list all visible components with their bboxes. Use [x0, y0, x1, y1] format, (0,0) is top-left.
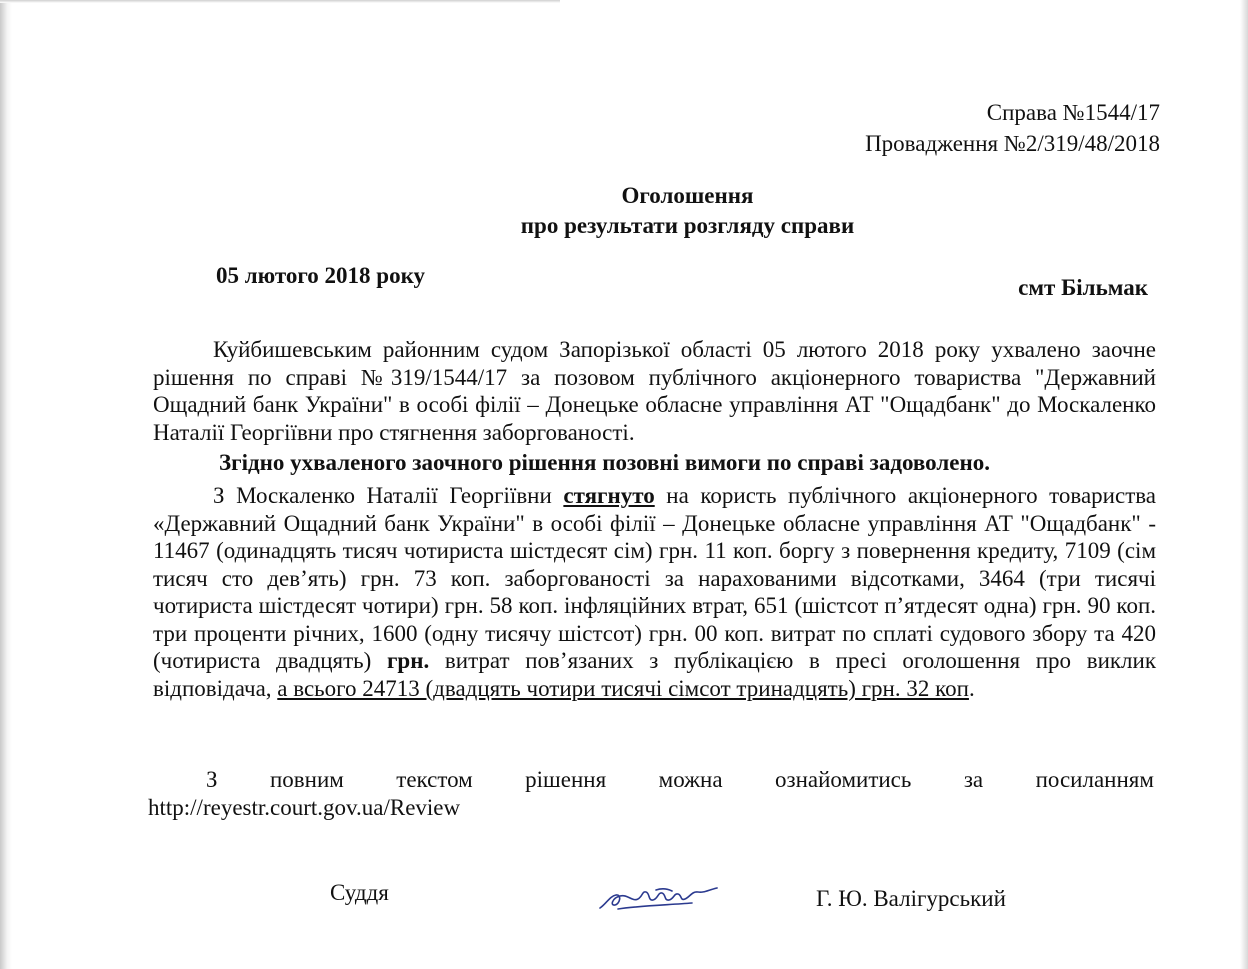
recovered-keyword: стягнуто [563, 483, 655, 508]
recovery-amounts: на користь публічного акціонерного товариства «Державний Ощадний банк України" в особі філії – Донецьке обласне управління АТ "Ощадбанк" - 11467 (одинадцять тисяч чотириста шістдесят сім) грн. 11 коп. боргу з повернення кредиту, 7109 (сім тисяч сто дев’ять) грн. 73 коп. заборгованості за нарахованими відсотками, 3464 (три тисячі чотириста шістдесят чотири) грн. 58 коп. інфляційних втрат, 651 (шістсот п’ятдесят одна) грн. 90 коп. три проценти річних, 1600 (одну тисячу шістсот) грн. 00 коп. витрат по сплаті судового збору та 420 (чотириста двадцять) [153, 483, 1157, 673]
judge-name: Г. Ю. Валігурський [816, 886, 1006, 911]
case-number: Справа №1544/17 [986, 100, 1160, 125]
announcement-title: Оголошення [621, 183, 754, 208]
currency-bold: грн. [386, 648, 430, 673]
proceeding-number: Провадження №2/319/48/2018 [865, 131, 1160, 156]
recovery-end: . [968, 675, 975, 701]
registry-url[interactable]: http://reyestr.court.gov.ua/Review [148, 795, 461, 820]
result-line: Згідно ухваленого заочного рішення позовні вимоги по справі задоволено. [219, 450, 990, 475]
scan-shadow-left [0, 0, 12, 969]
decision-date: 05 лютого 2018 року [216, 263, 426, 288]
decision-place: смт Більмак [1018, 275, 1148, 300]
full-text-paragraph [148, 766, 1154, 822]
announcement-subtitle: про результати розгляду справи [520, 213, 855, 238]
scan-shadow-right [1240, 0, 1248, 969]
full-text-word: рішення [525, 767, 607, 792]
full-text-word: З [206, 767, 218, 792]
full-text-word: за [963, 767, 984, 792]
recovery-paragraph [153, 482, 1156, 702]
decision-text: Куйбишевським районним судом Запорізької області 05 лютого 2018 року ухвалено заочне рішення по справі №319/1544/17 за позовом публічного акціонерного товариства "Державний Ощадний банк України" в особі філії – Донецьке обласне управління АТ "Ощадбанк" до Москаленко Наталії Георгіївни про стягнення заборгованості. [153, 337, 1156, 445]
full-text-sentence [148, 766, 1154, 794]
decision-paragraph [153, 336, 1156, 446]
recovery-debtor: З Москаленко Наталії Георгіївни [213, 483, 552, 508]
full-text-word: текстом [396, 767, 473, 792]
judge-label: Суддя [330, 880, 389, 905]
scan-shadow-top [0, 0, 560, 3]
recovery-total: а всього 24713 (двадцять чотири тисячі сімсот тринадцять) грн. 32 коп [277, 675, 969, 701]
recovery-publication-costs: витрат пов’язаних з публікацією в пресі оголошення про виклик відповідача, [153, 648, 1157, 701]
full-text-word: ознайомитись [774, 767, 912, 792]
full-text-word: можна [658, 767, 723, 792]
full-text-word: посиланням [1035, 767, 1154, 792]
full-text-word: повним [269, 767, 344, 792]
judge-signature [596, 882, 721, 914]
